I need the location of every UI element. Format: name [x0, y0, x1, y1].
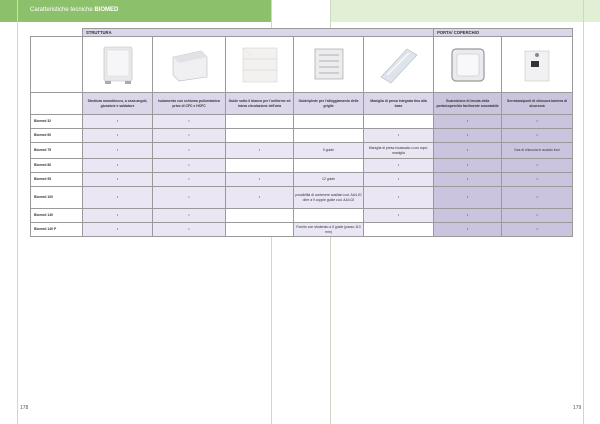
column-description: Guide sotto il bianco per l'uniforme ed intera circolazione dell'aria: [226, 93, 294, 115]
table-row: [31, 159, 573, 173]
feature-bullet: •: [434, 223, 502, 237]
feature-bullet: •: [434, 173, 502, 187]
feature-bullet: •: [153, 143, 226, 159]
table-cell: [294, 209, 364, 223]
feature-bullet: •: [153, 173, 226, 187]
column-image-cell: [364, 37, 434, 93]
model-name: Biomed 80: [31, 159, 83, 173]
feature-bullet: •: [434, 115, 502, 129]
page-title: [30, 7, 118, 13]
table-cell: 5 guide: [294, 143, 364, 159]
feature-bullet: •: [226, 187, 294, 209]
title-prefix: Caratteristiche tecniche: [30, 7, 93, 13]
section-struttura: STRUTTURA: [83, 29, 434, 37]
feature-bullet: •: [502, 209, 573, 223]
model-name: Biomed 60: [31, 129, 83, 143]
feature-bullet: •: [83, 129, 153, 143]
feature-bullet: •: [364, 209, 434, 223]
model-name: Biomed 32: [31, 115, 83, 129]
table-cell: [226, 159, 294, 173]
feature-bullet: •: [83, 223, 153, 237]
header-band-right: [330, 0, 600, 22]
model-name: Biomed 140: [31, 209, 83, 223]
feature-bullet: •: [502, 223, 573, 237]
column-description: Struttura monoblocco, a ossa angoli, giunzioni e saldature: [83, 93, 153, 115]
table-cell: possibilità di contenere ausiliari cod. AA4.20 oltre a 9 coppie guide cod. AA4.02: [294, 187, 364, 209]
table-row: [31, 115, 573, 129]
table-row: [31, 223, 573, 237]
table-cell: Gas di chiusura in acciaio inox: [502, 143, 573, 159]
table-cell: [294, 115, 364, 129]
feature-bullet: •: [83, 159, 153, 173]
spec-table: [30, 28, 573, 237]
corner-cell: [31, 29, 83, 37]
feature-bullet: •: [434, 187, 502, 209]
lock-fitting-image: [515, 43, 559, 87]
column-image-cell: [294, 37, 364, 93]
wire-rack-guides-image: [307, 43, 351, 87]
feature-bullet: •: [83, 173, 153, 187]
feature-bullet: •: [83, 115, 153, 129]
model-name: Biomed 140 P: [31, 223, 83, 237]
table-cell: Fornito con sfoderato a 5 guide (passo 110 mm): [294, 223, 364, 237]
model-name: Biomed 95: [31, 173, 83, 187]
table-cell: [226, 223, 294, 237]
feature-bullet: •: [83, 143, 153, 159]
feature-bullet: •: [434, 209, 502, 223]
column-image-cell: [83, 37, 153, 93]
column-description: Guide/piede per l'alloggiamento delle griglie: [294, 93, 364, 115]
table-cell: [226, 129, 294, 143]
page-number-left: 178: [20, 405, 29, 411]
door-seal-closeup-image: [446, 43, 490, 87]
insulation-panel-image: [167, 43, 211, 87]
table-row: [31, 209, 573, 223]
feature-bullet: •: [226, 143, 294, 159]
table-cell: [294, 129, 364, 143]
column-description: Guarnizione di tenuta della porta/coperchio facilmente smontabile: [434, 93, 502, 115]
table-cell: 12 guide: [294, 173, 364, 187]
table-row: [31, 187, 573, 209]
feature-bullet: •: [153, 223, 226, 237]
column-image-cell: [226, 37, 294, 93]
table-cell: Maniglia di presa incassata o con copri-maniglia: [364, 143, 434, 159]
feature-bullet: •: [153, 209, 226, 223]
column-description: Serratura/punti di chiusura lamiera di sicurezza: [502, 93, 573, 115]
model-name: Biomed 100: [31, 187, 83, 209]
column-description: Maniglia di presa integrata tino alla base: [364, 93, 434, 115]
corner-cell: [31, 93, 83, 115]
feature-bullet: •: [434, 143, 502, 159]
feature-bullet: •: [502, 159, 573, 173]
feature-bullet: •: [364, 187, 434, 209]
feature-bullet: •: [502, 187, 573, 209]
table-row: [31, 129, 573, 143]
table-row: [31, 173, 573, 187]
feature-bullet: •: [153, 159, 226, 173]
table-cell: [294, 159, 364, 173]
column-image-cell: [434, 37, 502, 93]
header-band: [0, 0, 271, 22]
feature-bullet: •: [226, 173, 294, 187]
title-brand: BIOMED: [94, 7, 119, 13]
table-cell: [226, 209, 294, 223]
feature-bullet: •: [364, 173, 434, 187]
feature-bullet: •: [153, 187, 226, 209]
column-image-cell: [502, 37, 573, 93]
feature-bullet: •: [83, 209, 153, 223]
feature-bullet: •: [502, 129, 573, 143]
page-margin-line: [583, 0, 584, 424]
model-name: Biomed 75: [31, 143, 83, 159]
corner-cell: [31, 37, 83, 93]
table-cell: [226, 115, 294, 129]
column-image-cell: [153, 37, 226, 93]
feature-bullet: •: [434, 129, 502, 143]
page-margin-line: [17, 0, 18, 424]
table-cell: [364, 115, 434, 129]
feature-bullet: •: [153, 115, 226, 129]
feature-bullet: •: [502, 115, 573, 129]
feature-bullet: •: [364, 159, 434, 173]
column-description: Isolamento con schiuma poliuretanica privo di CFC e HCFC: [153, 93, 226, 115]
cabinet-with-ribbed-feet-image: [96, 43, 140, 87]
table-row: [31, 143, 573, 159]
feature-bullet: •: [434, 159, 502, 173]
feature-bullet: •: [153, 129, 226, 143]
feature-bullet: •: [502, 173, 573, 187]
door-gasket-detail-image: [377, 43, 421, 87]
page-number-right: 179: [573, 405, 582, 411]
interior-shelving-frame-image: [238, 43, 282, 87]
feature-bullet: •: [83, 187, 153, 209]
section-porta: PORTA/ COPERCHIO: [434, 29, 573, 37]
table-cell: [364, 223, 434, 237]
feature-bullet: •: [364, 129, 434, 143]
